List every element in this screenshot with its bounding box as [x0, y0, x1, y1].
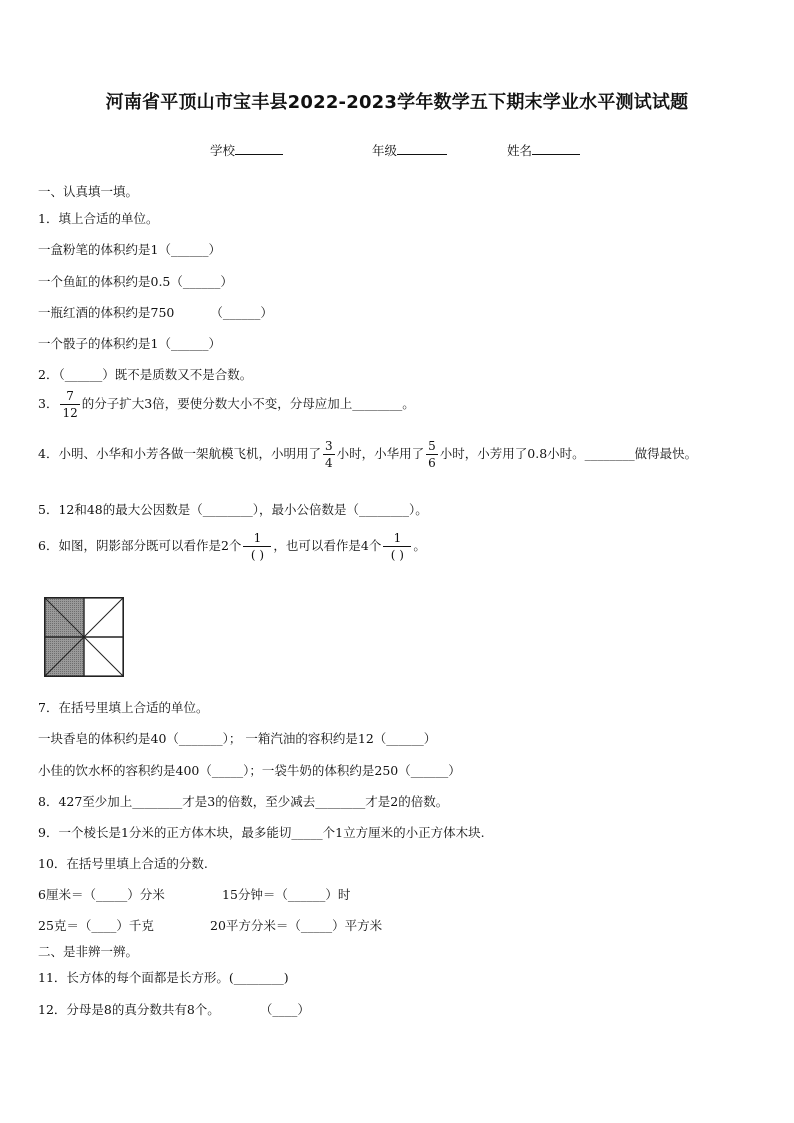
question-12	[38, 1000, 310, 1018]
fraction-1-blank	[243, 532, 271, 561]
question-10-d: 20平方分米＝（_____）平方米	[210, 918, 383, 933]
question-6-text-3: 。	[413, 538, 426, 553]
fraction-numerator: 3	[324, 439, 333, 453]
grade-field	[372, 141, 447, 159]
question-3-text: 的分子扩大3倍，要使分数大小不变，分母应加上________。	[81, 396, 415, 411]
question-1-b: 一个鱼缸的体积约是0.5（______）	[38, 274, 233, 289]
question-1-c-text: 一瓶红酒的体积约是750	[38, 305, 175, 320]
question-1-c-blank: （______）	[210, 305, 273, 320]
question-10-a: 6厘米＝（_____）分米	[38, 887, 165, 902]
question-1-a: 一盒粉笔的体积约是1（______）	[38, 242, 221, 257]
school-blank[interactable]	[235, 143, 283, 155]
shaded-square-figure	[44, 597, 124, 677]
question-1-d: 一个骰子的体积约是1（______）	[38, 336, 221, 351]
question-12-text: 12．分母是8的真分数共有8个。	[38, 1002, 220, 1017]
fraction-denominator: 4	[324, 456, 333, 470]
section-2-heading: 二、是非辨一辨。	[38, 944, 139, 959]
question-6	[38, 532, 426, 561]
fraction-5-6	[426, 440, 438, 469]
name-label: 姓名	[507, 143, 533, 158]
page-title: 河南省平顶山市宝丰县2022-2023学年数学五下期末学业水平测试试题	[105, 92, 689, 113]
school-field	[210, 141, 283, 159]
question-7-stem: 7．在括号里填上合适的单位。	[38, 700, 209, 715]
question-7-line-1: 一块香皂的体积约是40（_______）； 一箱汽油的容积约是12（______）	[38, 731, 437, 746]
fraction-numerator: 1	[253, 531, 262, 545]
question-5: 5．12和48的最大公因数是（________），最小公倍数是（________）。	[38, 502, 428, 517]
section-1-heading: 一、认真填一填。	[38, 184, 139, 199]
question-11: 11．长方体的每个面都是长方形。(________)	[38, 970, 289, 985]
fraction-7-12	[60, 390, 79, 419]
question-9: 9．一个棱长是1分米的正方体木块，最多能切_____个1立方厘米的小正方体木块.	[38, 825, 485, 840]
question-3-number: 3．	[38, 396, 59, 411]
question-12-blank: （____）	[259, 1002, 310, 1017]
question-4-text-3: 小时，小芳用了0.8小时。________做得最快。	[439, 446, 698, 461]
fraction-numerator: 7	[66, 389, 74, 403]
question-4-text-1: 4．小明、小华和小芳各做一架航模飞机，小明用了	[38, 446, 321, 461]
fraction-1-blank-2	[383, 532, 411, 561]
question-10-stem: 10．在括号里填上合适的分数.	[38, 856, 208, 871]
grade-blank[interactable]	[397, 143, 447, 155]
fraction-denominator: 12	[62, 406, 78, 420]
name-field	[507, 141, 580, 159]
question-1-c	[38, 303, 273, 321]
question-10-b: 15分钟＝（______）时	[222, 887, 351, 902]
grade-label: 年级	[372, 143, 398, 158]
fraction-numerator: 5	[428, 439, 436, 453]
question-3	[38, 390, 415, 419]
question-4-text-2: 小时，小华用了	[336, 446, 425, 461]
question-10-c: 25克＝（____）千克	[38, 918, 154, 933]
question-8: 8．427至少加上________才是3的倍数，至少减去________才是2的倍数。	[38, 794, 449, 809]
name-blank[interactable]	[532, 143, 580, 155]
school-label: 学校	[210, 143, 236, 158]
question-2: 2．（______）既不是质数又不是合数。	[38, 367, 253, 382]
question-6-text-2: ，也可以看作是4个	[273, 538, 382, 553]
question-4	[38, 440, 697, 469]
fraction-3-4	[323, 440, 335, 469]
question-6-text-1: 6．如图，阴影部分既可以看作是2个	[38, 538, 242, 553]
question-1-stem: 1．填上合适的单位。	[38, 211, 159, 226]
question-7-line-2: 小佳的饮水杯的容积约是400（_____）；一袋牛奶的体积约是250（______）	[38, 763, 461, 778]
fraction-numerator: 1	[393, 531, 402, 545]
fraction-denominator-blank[interactable]: ( )	[383, 546, 411, 561]
fraction-denominator-blank[interactable]: ( )	[243, 546, 271, 561]
fraction-denominator: 6	[428, 456, 436, 470]
